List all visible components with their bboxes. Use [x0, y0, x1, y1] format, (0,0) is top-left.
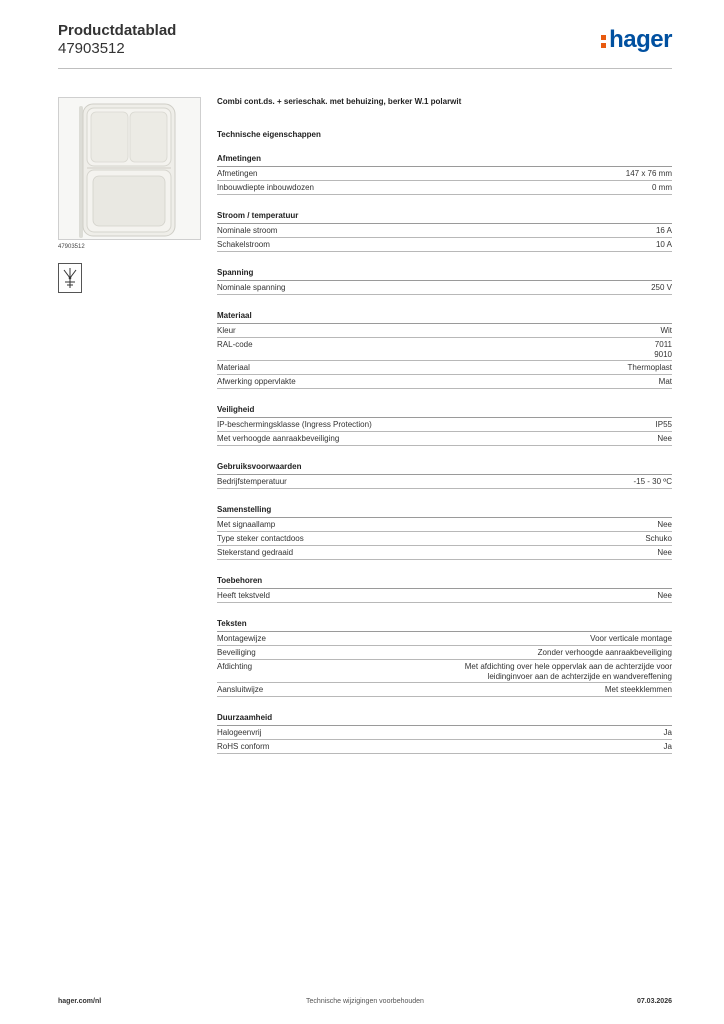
spec-label: Kleur [217, 326, 236, 335]
spec-value-line: Nee [657, 591, 672, 600]
spec-row [217, 532, 672, 546]
spec-label: Aansluitwijze [217, 685, 264, 694]
spec-row [217, 167, 672, 181]
product-details [217, 97, 672, 754]
hager-logo [601, 27, 672, 53]
spec-value-line: 9010 [654, 350, 672, 359]
section-title: Duurzaamheid [217, 713, 672, 726]
spec-label: RAL-code [217, 340, 253, 349]
section-title: Teksten [217, 619, 672, 632]
section-title: Veiligheid [217, 405, 672, 418]
spec-value-line: Schuko [645, 534, 672, 543]
spec-value [664, 728, 672, 738]
product-photo-icon [59, 98, 200, 239]
spec-value [664, 742, 672, 752]
spec-row [217, 518, 672, 532]
spec-value-line: Ja [663, 742, 672, 751]
spec-value [538, 648, 672, 658]
spec-label: Schakelstroom [217, 240, 270, 249]
spec-label: Type steker contactdoos [217, 534, 304, 543]
spec-value [652, 183, 672, 193]
footer-website-link[interactable]: hager.com/nl [58, 998, 102, 1005]
spec-section [217, 713, 672, 754]
spec-value [626, 169, 672, 179]
page-header [58, 22, 672, 68]
spec-value [590, 634, 672, 644]
spec-value [656, 226, 672, 236]
logo-text: hager [609, 26, 672, 53]
spec-value-line: Ja [663, 728, 672, 737]
spec-value-line: Zonder verhoogde aanraakbeveiliging [537, 648, 672, 657]
spec-row [217, 181, 672, 195]
spec-row [217, 683, 672, 697]
spec-section [217, 268, 672, 295]
spec-value [651, 283, 672, 293]
spec-value-line: 0 mm [652, 183, 672, 192]
spec-label: Nominale spanning [217, 283, 286, 292]
spec-value-line: -15 - 30 ºC [633, 477, 672, 486]
logo-dots-icon [601, 33, 607, 49]
spec-value-line: Nee [657, 434, 672, 443]
footer-notice: Technische wijzigingen voorbehouden [306, 998, 424, 1005]
spec-section [217, 311, 672, 389]
spec-section [217, 211, 672, 252]
spec-value-line: Thermoplast [627, 363, 672, 372]
image-caption: 47903512 [58, 244, 85, 250]
spec-value-line: 147 x 76 mm [625, 169, 672, 178]
spec-value [659, 377, 672, 387]
section-title: Toebehoren [217, 576, 672, 589]
spec-row [217, 646, 672, 660]
spec-row [217, 475, 672, 489]
footer-date: 07.03.2026 [636, 998, 672, 1005]
spec-row [217, 324, 672, 338]
spec-row [217, 238, 672, 252]
spec-value-line: IP55 [655, 420, 672, 429]
spec-value [654, 340, 672, 360]
spec-label: Bedrijfstemperatuur [217, 477, 287, 486]
spec-label: Montagewijze [217, 634, 266, 643]
spec-value [656, 240, 672, 250]
spec-value-line: 16 A [655, 226, 672, 235]
spec-value-line: Met steekklemmen [604, 685, 672, 694]
spec-value-line: Wit [660, 326, 672, 335]
technical-properties-title: Technische eigenschappen [217, 130, 321, 139]
spec-label: Beveiliging [217, 648, 256, 657]
section-title: Stroom / temperatuur [217, 211, 672, 224]
spec-label: Met signaallamp [217, 520, 276, 529]
spec-value [465, 662, 672, 682]
spec-row [217, 589, 672, 603]
spec-section [217, 462, 672, 489]
page-footer [58, 998, 672, 1010]
spec-label: Inbouwdiepte inbouwdozen [217, 183, 314, 192]
spec-label: Stekerstand gedraaid [217, 548, 294, 557]
spec-value [656, 420, 672, 430]
section-title: Spanning [217, 268, 672, 281]
document-title: Productdatablad [58, 22, 177, 39]
spec-section [217, 619, 672, 697]
spec-row [217, 546, 672, 560]
spec-row [217, 338, 672, 361]
spec-row [217, 432, 672, 446]
spec-value [657, 520, 672, 530]
spec-section [217, 154, 672, 195]
spec-value-line: 10 A [655, 240, 672, 249]
spec-row [217, 281, 672, 295]
section-title: Gebruiksvoorwaarden [217, 462, 672, 475]
spec-label: Halogeenvrij [217, 728, 262, 737]
spec-row [217, 418, 672, 432]
header-divider [58, 68, 672, 69]
spec-value-line: Nee [657, 520, 672, 529]
spec-value [657, 548, 672, 558]
section-title: Afmetingen [217, 154, 672, 167]
spec-row [217, 740, 672, 754]
section-title: Materiaal [217, 311, 672, 324]
spec-label: Heeft tekstveld [217, 591, 270, 600]
spec-row [217, 361, 672, 375]
spec-row [217, 375, 672, 389]
spec-label: Nominale stroom [217, 226, 278, 235]
section-title: Samenstelling [217, 505, 672, 518]
spec-row [217, 660, 672, 683]
spec-value [605, 685, 672, 695]
switch-symbol-icon [58, 263, 82, 293]
spec-label: Afdichting [217, 662, 253, 671]
spec-value-line: 7011 [654, 340, 672, 349]
spec-label: RoHS conform [217, 742, 270, 751]
spec-row [217, 224, 672, 238]
spec-value [634, 477, 673, 487]
spec-row [217, 726, 672, 740]
spec-section [217, 576, 672, 603]
spec-value-line: leidinginvoer aan de achterzijde en wandvereffening [487, 672, 672, 681]
spec-value-line: Nee [657, 548, 672, 557]
spec-label: Met verhoogde aanraakbeveiliging [217, 434, 340, 443]
article-number: 47903512 [58, 40, 125, 57]
spec-section [217, 405, 672, 446]
spec-label: Afmetingen [217, 169, 258, 178]
spec-section [217, 505, 672, 560]
spec-row [217, 632, 672, 646]
spec-value [645, 534, 672, 544]
product-description: Combi cont.ds. + serieschak. met behuizing, berker W.1 polarwit [217, 97, 462, 106]
spec-value [657, 591, 672, 601]
spec-label: Afwerking oppervlakte [217, 377, 296, 386]
spec-value [660, 326, 672, 336]
spec-value-line: Voor verticale montage [590, 634, 672, 643]
product-image [58, 97, 201, 240]
spec-label: IP-beschermingsklasse (Ingress Protection) [217, 420, 372, 429]
spec-value-line: 250 V [651, 283, 672, 292]
spec-label: Materiaal [217, 363, 250, 372]
spec-value-line: Met afdichting over hele oppervlak aan de achterzijde voor [464, 662, 672, 671]
spec-sections [217, 154, 672, 754]
spec-value [657, 434, 672, 444]
spec-value-line: Mat [658, 377, 672, 386]
spec-value [628, 363, 672, 373]
